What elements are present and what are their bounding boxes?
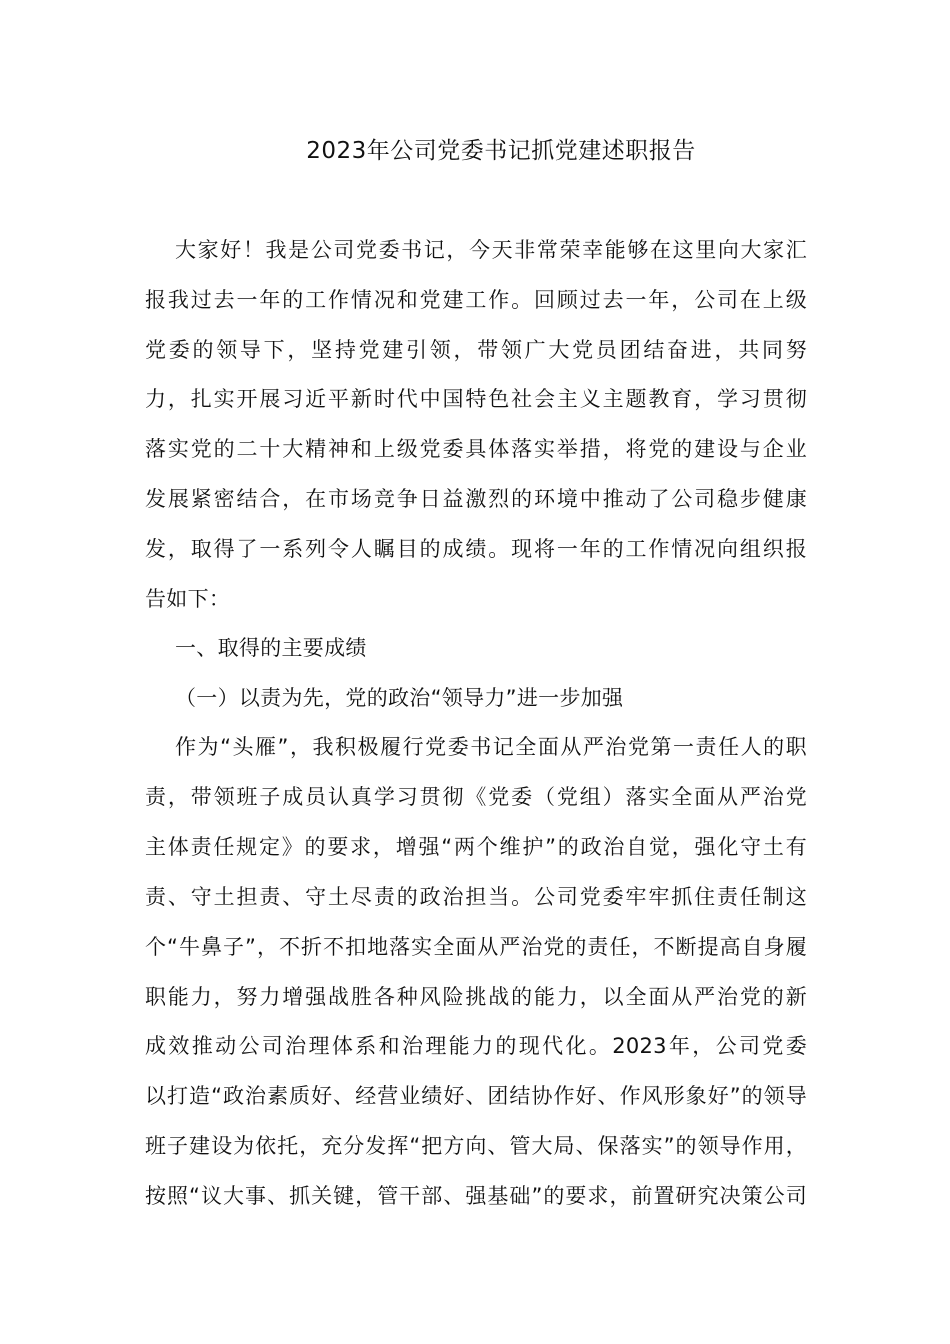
paragraph-line: 落实党的二十大精神和上级党委具体落实举措，将党的建设与企业 xyxy=(145,437,807,461)
paragraph-line: 党委的领导下，坚持党建引领，带领广大党员团结奋进，共同努 xyxy=(145,338,807,362)
paragraph-line: 发，取得了一系列令人瞩目的成绩。现将一年的工作情况向组织报 xyxy=(145,537,807,561)
paragraph-line: 作为“头雁”，我积极履行党委书记全面从严治党第一责任人的职 xyxy=(175,735,807,759)
paragraph-line: 主体责任规定》的要求，增强“两个维护”的政治自觉，强化守土有 xyxy=(145,835,807,859)
paragraph-line: 报我过去一年的工作情况和党建工作。回顾过去一年，公司在上级 xyxy=(145,288,807,312)
paragraph-line: 按照“议大事、抓关键，管干部、强基础”的要求，前置研究决策公司 xyxy=(145,1184,807,1208)
paragraph-line: 职能力，努力增强战胜各种风险挑战的能力，以全面从严治党的新 xyxy=(145,985,807,1009)
paragraph-line: 发展紧密结合，在市场竞争日益激烈的环境中推动了公司稳步健康 xyxy=(145,487,807,511)
paragraph-line: 力，扎实开展习近平新时代中国特色社会主义主题教育，学习贯彻 xyxy=(145,387,807,411)
paragraph-line: 成效推动公司治理体系和治理能力的现代化。2023年，公司党委 xyxy=(145,1034,807,1058)
paragraph-line: 大家好！我是公司党委书记，今天非常荣幸能够在这里向大家汇 xyxy=(175,238,807,262)
subsection-heading: （一）以责为先，党的政治“领导力”进一步加强 xyxy=(175,686,624,710)
paragraph-line: 以打造“政治素质好、经营业绩好、团结协作好、作风形象好”的领导 xyxy=(145,1084,807,1108)
paragraph-line: 责，带领班子成员认真学习贯彻《党委（党组）落实全面从严治党 xyxy=(145,785,807,809)
paragraph-line: 班子建设为依托，充分发挥“把方向、管大局、保落实”的领导作用， xyxy=(145,1134,807,1158)
paragraph-line: 个“牛鼻子”，不折不扣地落实全面从严治党的责任，不断提高自身履 xyxy=(145,935,807,959)
document-title: 2023年公司党委书记抓党建述职报告 xyxy=(306,138,696,164)
paragraph-line: 责、守土担责、守土尽责的政治担当。公司党委牢牢抓住责任制这 xyxy=(145,885,807,909)
paragraph-line: 告如下： xyxy=(145,587,231,611)
section-heading: 一、取得的主要成绩 xyxy=(175,636,367,660)
